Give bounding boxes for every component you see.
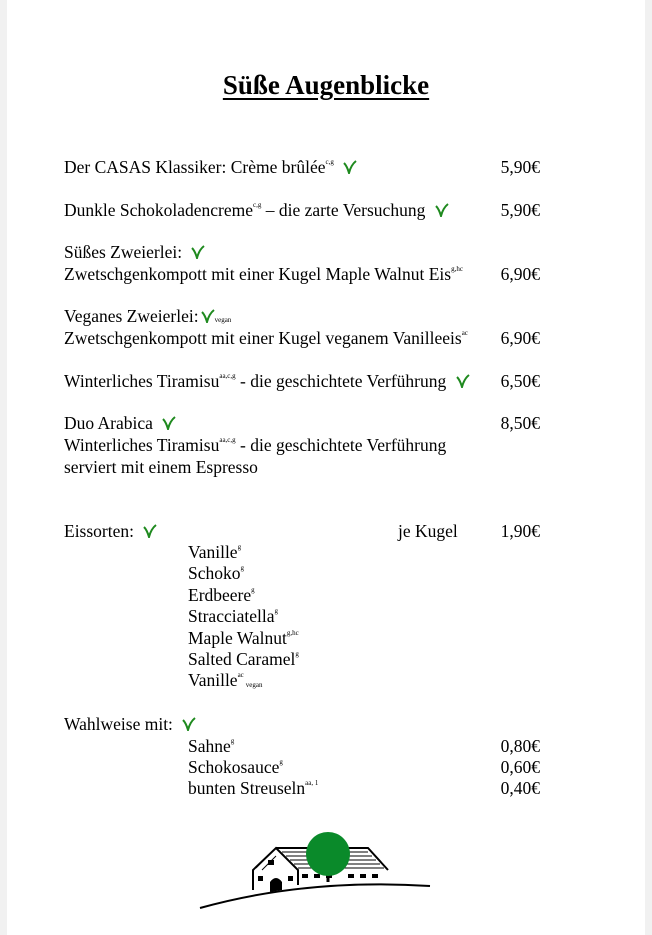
topping-item (188, 778, 318, 798)
menu-item-veganes-zweierlei (64, 306, 231, 330)
eissorten-heading (64, 521, 157, 541)
flavor-name: Salted Caramel (188, 649, 296, 669)
item-description-line (64, 457, 258, 477)
allergen-note: g (237, 543, 242, 551)
flavor-name: Erdbeere (188, 585, 252, 605)
flavor-item (188, 649, 299, 669)
section-label: Eissorten: (64, 521, 134, 541)
item-name: Süßes Zweierlei: (64, 242, 183, 262)
scoop-price: 1,90€ (500, 521, 540, 541)
item-price: 5,90€ (500, 157, 540, 177)
per-scoop-label: je Kugel (398, 521, 458, 541)
flavor-item (188, 563, 244, 583)
topping-price: 0,40€ (500, 778, 540, 798)
vegetarian-leaf-icon (182, 717, 196, 731)
menu-item-duo-arabica (64, 413, 176, 433)
item-name: Winterliches Tiramisu (64, 371, 220, 391)
item-description: Zwetschgenkompott mit einer Kugel Maple Walnut Eis (64, 264, 452, 284)
section-label: Wahlweise mit: (64, 714, 173, 734)
flavor-name: Stracciatella (188, 606, 275, 626)
allergen-note: g,hc (451, 265, 463, 273)
item-description: - die geschichtete Verführung (240, 371, 447, 391)
allergen-note: g (295, 650, 299, 658)
item-price: 6,50€ (500, 371, 540, 391)
allergen-note: g (251, 586, 255, 594)
allergen-note: g,hc (286, 629, 299, 637)
topping-price: 0,80€ (500, 736, 540, 756)
flavor-name: Vanille (188, 542, 238, 562)
allergen-note: aa,c,g (219, 372, 236, 380)
menu-item-suesses-zweierlei (64, 242, 205, 262)
topping-name: bunten Streuseln (188, 778, 306, 798)
topping-price: 0,60€ (500, 757, 540, 777)
item-name: Der CASAS Klassiker: Crème brûlée (64, 157, 326, 177)
topping-item (188, 736, 234, 756)
allergen-note: ac (461, 329, 468, 337)
item-description-line (64, 264, 463, 284)
allergen-note: ac (237, 671, 244, 679)
flavor-item (188, 606, 278, 626)
vegetarian-leaf-icon (143, 524, 157, 538)
page-title: Süße Augenblicke (222, 70, 430, 100)
item-name: Duo Arabica (64, 413, 153, 433)
vegan-label: vegan (214, 316, 232, 324)
flavor-name: Vanille (188, 670, 238, 690)
topping-name: Sahne (188, 736, 231, 756)
item-description: - die geschichtete Verführung (240, 435, 447, 455)
flavor-item (188, 670, 263, 695)
item-price: 6,90€ (500, 264, 540, 284)
item-name: Dunkle Schokoladencreme (64, 200, 254, 220)
flavor-item (188, 542, 241, 562)
topping-name: Schokosauce (188, 757, 280, 777)
item-price: 8,50€ (500, 413, 540, 433)
item-description-line (64, 435, 446, 455)
menu-item-creme-brulee (64, 157, 357, 177)
vegetarian-leaf-icon (456, 374, 470, 388)
vegetarian-leaf-icon (435, 203, 449, 217)
menu-item-tiramisu (64, 371, 470, 391)
allergen-note: g (240, 564, 244, 572)
item-price: 5,90€ (500, 200, 540, 220)
item-description-line (64, 328, 468, 348)
allergen-note: g (230, 737, 235, 745)
flavor-item (188, 585, 255, 605)
item-price: 6,90€ (500, 328, 540, 348)
item-description: Zwetschgenkompott mit einer Kugel veganem Vanilleeis (64, 328, 462, 348)
item-description: – die zarte Versuchung (265, 200, 426, 220)
item-description: Winterliches Tiramisu (64, 435, 220, 455)
allergen-note: c,g (325, 158, 334, 166)
flavor-name: Maple Walnut (188, 628, 287, 648)
menu-item-schokoladencreme (64, 200, 449, 220)
flavor-name: Schoko (188, 563, 241, 583)
item-description: serviert mit einem Espresso (64, 457, 258, 477)
allergen-note: aa,c,g (219, 436, 236, 444)
topping-item (188, 757, 283, 777)
item-name: Veganes Zweierlei: (64, 306, 199, 326)
vegetarian-leaf-icon (343, 160, 357, 174)
flavor-item (188, 628, 299, 648)
allergen-note: c,g (253, 201, 262, 209)
vegetarian-leaf-icon (162, 416, 176, 430)
vegetarian-leaf-icon (191, 245, 205, 259)
allergen-note: g (279, 758, 283, 766)
allergen-note: aa, 1 (305, 779, 319, 787)
vegan-leaf-icon (201, 309, 215, 323)
allergen-note: g (274, 607, 278, 615)
farmhouse-logo (198, 830, 433, 915)
wahlweise-heading (64, 714, 196, 734)
vegan-label: vegan (245, 681, 263, 689)
